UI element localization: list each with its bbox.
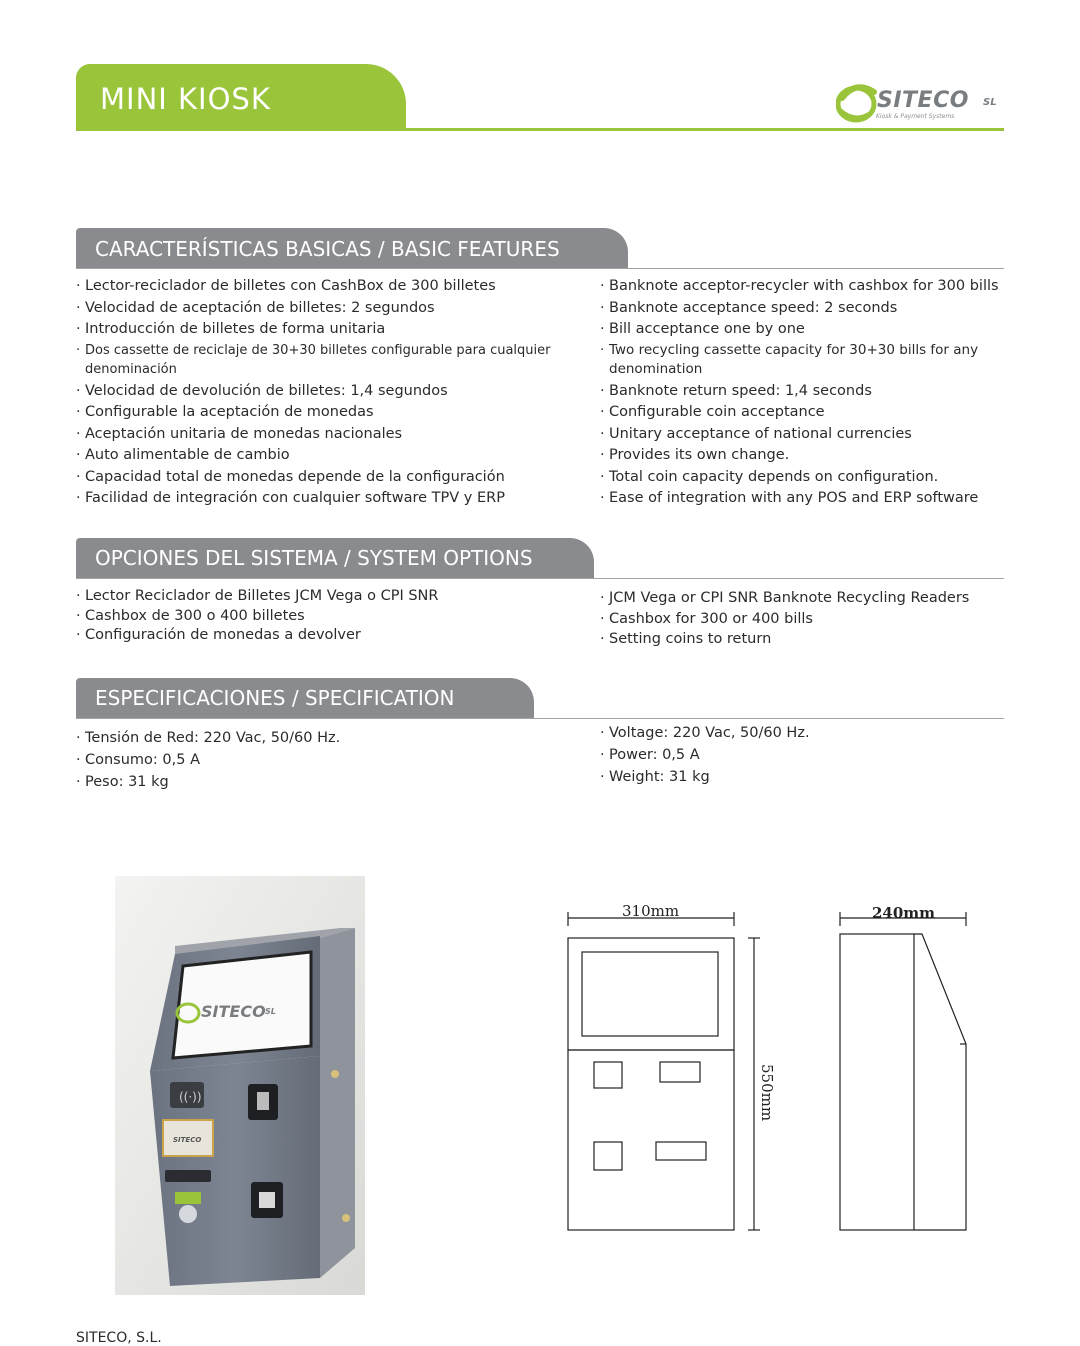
header-rule [76,128,1004,131]
section-title-system-options: OPCIONES DEL SISTEMA / SYSTEM OPTIONS [95,546,533,570]
list-item: · Auto alimentable de cambio [76,445,556,467]
list-item: · Banknote return speed: 1,4 seconds [600,381,1000,403]
list-item: · Total coin capacity depends on configuration. [600,467,1000,489]
kiosk-dimension-drawing [556,896,986,1236]
list-item: · Consumo: 0,5 A [76,749,556,771]
list-item: · Tensión de Red: 220 Vac, 50/60 Hz. [76,727,556,749]
list-item: · Introducción de billetes de forma unitaria [76,319,556,341]
list-item: · Configurable coin acceptance [600,402,1000,424]
list-item: · Cashbox de 300 o 400 billetes [76,607,556,627]
logo-text: SITECO [877,88,969,113]
logo-suffix: SL [983,97,997,108]
list-item: · Capacidad total de monedas depende de la configuración [76,467,556,489]
screen-logo-suffix: SL [265,1007,276,1016]
section-rule [76,718,1004,719]
basic-features-en-list [600,276,1000,510]
sticker-text: SITECO [173,1136,202,1144]
list-item: · Configuración de monedas a devolver [76,626,556,646]
system-options-en-list [600,588,1000,650]
list-item: · Lector-reciclador de billetes con CashBox de 300 billetes [76,276,556,298]
height-dimension-label: 550mm [758,1064,776,1122]
list-item: · Ease of integration with any POS and ERP software [600,488,1000,510]
list-item: · Configurable la aceptación de monedas [76,402,556,424]
list-item: · Unitary acceptance of national currencies [600,424,1000,446]
list-item: · Bill acceptance one by one [600,319,1000,341]
section-rule [76,268,1004,269]
section-rule [76,578,1004,579]
system-options-es-list [76,587,556,646]
list-item: · Provides its own change. [600,445,1000,467]
page-title: MINI KIOSK [100,82,271,116]
list-item: · Velocidad de aceptación de billetes: 2 segundos [76,298,556,320]
list-item: · Velocidad de devolución de billetes: 1,4 segundos [76,381,556,403]
specifications-es-list [76,727,556,793]
list-item: · Cashbox for 300 or 400 bills [600,609,1000,630]
basic-features-es-list [76,276,556,510]
kiosk-photo [115,876,365,1295]
list-item: · Setting coins to return [600,629,1000,650]
list-item: · Lector Reciclador de Billetes JCM Vega o CPI SNR [76,587,556,607]
section-title-basic-features: CARACTERÍSTICAS BASICAS / BASIC FEATURES [95,237,560,261]
svg-text:((·)): ((·)) [179,1090,202,1104]
logo-tagline: Kiosk & Payment Systems [876,113,955,120]
specifications-en-list [600,722,1000,788]
screen-logo-text: SITECO [201,1002,266,1021]
list-item: · Voltage: 220 Vac, 50/60 Hz. [600,722,1000,744]
list-item: · Banknote acceptor-recycler with cashbox for 300 bills [600,276,1000,298]
footer-text: SITECO, S.L. [76,1330,162,1346]
list-item: · Aceptación unitaria de monedas nacionales [76,424,556,446]
width-dimension-label: 310mm [622,902,680,920]
section-title-specifications: ESPECIFICACIONES / SPECIFICATION [95,686,455,710]
list-item: · Weight: 31 kg [600,766,1000,788]
list-item: · Facilidad de integración con cualquier software TPV y ERP [76,488,556,510]
depth-dimension-label: 240mm [872,904,936,922]
list-item: · JCM Vega or CPI SNR Banknote Recycling Readers [600,588,1000,609]
list-item: · Two recycling cassette capacity for 30+30 bills for any denomination [600,341,1000,379]
list-item: · Peso: 31 kg [76,771,556,793]
list-item: · Dos cassette de reciclaje de 30+30 billetes configurable para cualquier denominación [76,341,556,379]
list-item: · Banknote acceptance speed: 2 seconds [600,298,1000,320]
list-item: · Power: 0,5 A [600,744,1000,766]
